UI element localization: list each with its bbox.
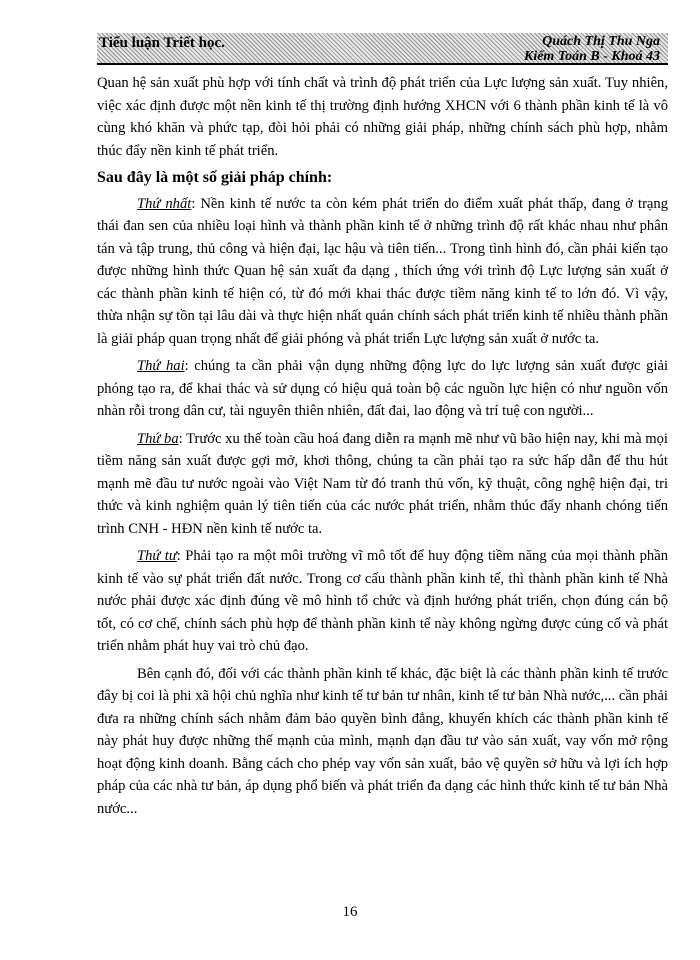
page-header	[97, 33, 668, 65]
paragraph-text: Bên cạnh đó, đối với các thành phần kinh tế khác, đặc biệt là các thành phần kinh tế trước đây bị coi là phi xã hội chủ nghĩa như kinh tế tư bản tư nhân, kinh tế tư bản Nhà nước,... cần phải đưa ra những chính sách nhằm đảm bảo quyền bình đẳng, khuyến khích các thành phần kinh tế này phát huy được những thế mạnh của mình, mạnh dạn đầu tư vào sản xuất, vay vốn mở rộng hoạt động kinh doanh. Bằng cách cho phép vay vốn sản xuất, bảo vệ quyền sở hữu và lợi ích hợp pháp của các nhà tư bản, áp dụng phổ biến và phát triển đa dạng các hình thức kinh tế tư bản Nhà nước...	[97, 665, 668, 817]
solution-paragraph-4	[97, 545, 668, 658]
closing-paragraph	[97, 663, 668, 821]
solution-paragraph-3	[97, 428, 668, 541]
paragraph-lead: Thứ nhất	[137, 195, 192, 212]
page-number: 16	[342, 904, 358, 920]
solution-paragraph-1	[97, 193, 668, 351]
paragraph-text: : Nền kinh tế nước ta còn kém phát triển do điểm xuất phát thấp, đang ở trạng thái đan sen của nhiều loại hình và thành phần kinh tế ở những trình độ rất khác nhau như phân tán và tập trung, thủ công và hiện đại, lạc hậu và tiên tiến... Trong tình hình đó, cần phải kiến tạo được những hình thức Quan hệ sản xuất đa dạng , thích ứng với trình độ Lực lượng sản xuất ở các thành phần kinh tế hiện có, từ đó mới khai thác được tiềm năng kinh tế to lớn đó. Vì vậy, thừa nhận sự tồn tại lâu dài và thực hiện nhất quán chính sách phát triển kinh tế nhiều thành phần là giải pháp quan trọng nhất để giải phóng và phát triển Lực lượng sản xuất ở nước ta.	[97, 195, 668, 347]
author-block	[524, 34, 660, 64]
solution-paragraph-2	[97, 355, 668, 423]
intro-paragraph: Quan hệ sản xuất phù hợp với tính chất và trình độ phát triển của Lực lượng sản xuất. Tuy nhiên, việc xác định được một nền kinh tế thị trường định hướng XHCN với 6 thành phần kinh tế là vô cùng khó khăn và phức tạp, đòi hỏi phải có những giải pháp, những chính sách phù hợp, nhằm thúc đẩy nền kinh tế phát triển.	[97, 75, 668, 159]
paragraph-text: : Trước xu thế toàn cầu hoá đang diễn ra mạnh mẽ như vũ bão hiện nay, khi mà mọi tiềm năng sản xuất được gợi mở, khơi thông, chúng ta cần phải tạo ra sức hấp dẫn để thu hút mạnh mẽ đầu tư nước ngoài vào Việt Nam từ đó tranh thủ vốn, kỹ thuật, công nghệ hiện đại, tri thức và kinh nghiệm quản lý tiên tiến của các nước phát triển, nhằm thúc đẩy nhanh chóng tiến trình CNH - HĐN nền kinh tế nước ta.	[97, 430, 668, 537]
document-body	[97, 72, 668, 825]
paragraph-lead: Thứ hai	[137, 358, 185, 374]
author-name: Quách Thị Thu Nga	[542, 34, 660, 49]
paragraph-lead: Thứ ba	[137, 430, 179, 447]
document-title: Tiểu luận Triết học.	[99, 35, 225, 51]
author-class: Kiểm Toán B - Khoá 43	[523, 49, 660, 64]
paragraph-text: : chúng ta cần phải vận dụng những động lực do lực lượng sản xuất được giải phóng tạo ra, để khai thác và sử dụng có hiệu quả toàn bộ các nguồn lực hiện có như nguồn vốn nhàn rỗi trong dân cư, tài nguyên thiên nhiên, đất đai, lao động và trí tuệ con người...	[97, 358, 668, 419]
section-heading: Sau đây là một số giải pháp chính:	[97, 169, 333, 186]
paragraph-lead: Thứ tư	[137, 548, 177, 564]
paragraph-text: : Phải tạo ra một môi trường vĩ mô tốt để huy động tiềm năng của mọi thành phần kinh tế vào sự phát triển đất nước. Trong cơ cấu thành phần kinh tế, thì thành phần kinh tế Nhà nước phải được xác định đúng về mô hình tổ chức và định hướng phát triển, chọn đúng cán bộ tốt, có cơ chế, chính sách phù hợp để thành phần kinh tế này không ngừng được củng cố và phát triển nhằm phát huy vai trò chủ đạo.	[97, 548, 668, 654]
